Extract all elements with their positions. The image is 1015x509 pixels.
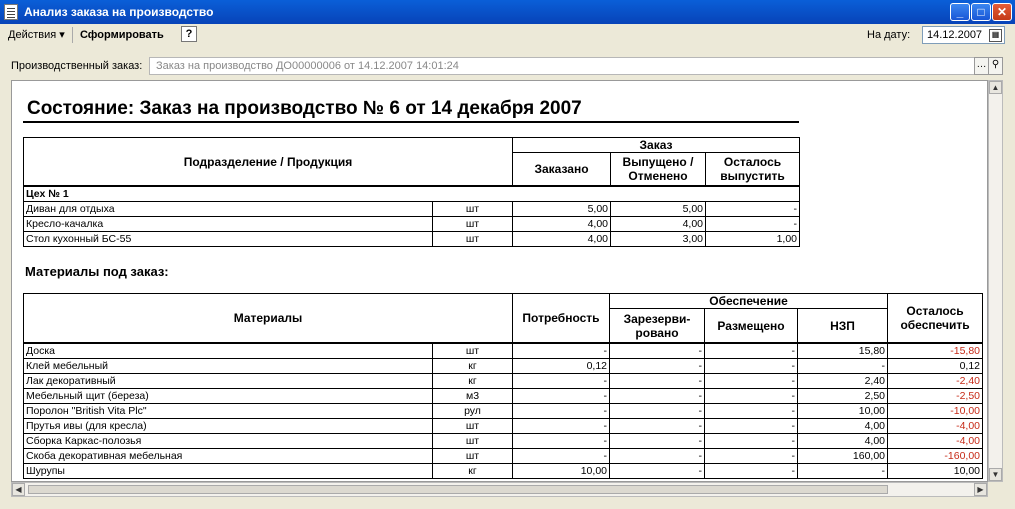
cell-remaining: -4,00 (888, 434, 983, 449)
cell-nzp: 160,00 (798, 449, 888, 464)
cell-need: - (513, 434, 610, 449)
cell-need: - (513, 404, 610, 419)
cell-remaining: -15,80 (888, 343, 983, 359)
scroll-thumb[interactable] (28, 485, 888, 494)
close-button[interactable]: ✕ (992, 3, 1012, 21)
cell-nzp: 2,50 (798, 389, 888, 404)
calendar-icon[interactable]: ▦ (989, 29, 1002, 42)
cell-unit: рул (433, 404, 513, 419)
minimize-button[interactable]: _ (950, 3, 970, 21)
generate-button[interactable]: Сформировать (80, 29, 164, 41)
table-row: Кресло-качалка шт 4,00 4,00 - (24, 217, 800, 232)
actions-menu[interactable]: Действия ▾ (8, 29, 65, 41)
vertical-scrollbar[interactable] (988, 80, 1003, 482)
cell-need: - (513, 389, 610, 404)
cell-nzp: 4,00 (798, 434, 888, 449)
scroll-up-icon[interactable]: ▲ (989, 81, 1002, 94)
scroll-down-icon[interactable]: ▼ (989, 468, 1002, 481)
table-row (24, 449, 983, 464)
cell-remaining: -2,50 (888, 389, 983, 404)
cell-placed: - (705, 434, 798, 449)
maximize-button[interactable]: □ (971, 3, 991, 21)
order-input[interactable] (149, 57, 975, 75)
cell-reserved: - (610, 343, 705, 359)
col-material: Материалы (24, 294, 513, 344)
date-label: На дату: (867, 29, 911, 41)
production-table (23, 137, 800, 247)
table-row (24, 359, 983, 374)
cell-nzp: 15,80 (798, 343, 888, 359)
cell-nzp: - (798, 464, 888, 479)
title-underline (23, 121, 799, 123)
cell-placed: - (705, 464, 798, 479)
cell-unit: кг (433, 359, 513, 374)
materials-title: Материалы под заказ: (25, 264, 169, 279)
date-value: 14.12.2007 (927, 29, 983, 41)
cell-remaining: -2,40 (888, 374, 983, 389)
col-product: Подразделение / Продукция (24, 138, 513, 187)
toolbar-separator (72, 27, 73, 43)
order-value: Заказ на производство ДО00000006 от 14.12.2007 14:01:24 (156, 60, 459, 72)
cell-reserved: - (610, 449, 705, 464)
cell-need: - (513, 343, 610, 359)
cell-remaining: -4,00 (888, 419, 983, 434)
cell-placed: - (705, 343, 798, 359)
col-remaining: Осталось выпустить (706, 153, 800, 187)
cell-unit: шт (433, 419, 513, 434)
dropdown-arrow-icon: ▾ (59, 29, 65, 41)
scroll-right-icon[interactable]: ▶ (974, 483, 987, 496)
col-need: Потребность (513, 294, 610, 344)
select-button[interactable]: … (974, 57, 989, 75)
table-row (24, 434, 983, 449)
cell-remaining: -160,00 (888, 449, 983, 464)
cell-need: - (513, 374, 610, 389)
cell-need: 10,00 (513, 464, 610, 479)
cell-nzp: 10,00 (798, 404, 888, 419)
cell-nzp: 4,00 (798, 419, 888, 434)
cell-reserved: - (610, 434, 705, 449)
table-row: Стол кухонный БС-55 шт 4,00 3,00 1,00 (24, 232, 800, 247)
table-row (24, 419, 983, 434)
cell-reserved: - (610, 404, 705, 419)
cell-unit: кг (433, 374, 513, 389)
table-row (24, 404, 983, 419)
table-row: Диван для отдыха шт 5,00 5,00 - (24, 202, 800, 217)
open-search-icon[interactable]: ⚲ (988, 57, 1003, 75)
cell-name: Клей мебельный (24, 359, 433, 374)
cell-unit: м3 (433, 389, 513, 404)
table-row (24, 374, 983, 389)
cell-placed: - (705, 374, 798, 389)
cell-remaining: 10,00 (888, 464, 983, 479)
cell-unit: кг (433, 464, 513, 479)
cell-unit: шт (433, 434, 513, 449)
col-remaining-supply: Осталось обеспечить (888, 294, 983, 344)
table-row (24, 343, 983, 359)
cell-nzp: - (798, 359, 888, 374)
order-label: Производственный заказ: (11, 60, 143, 72)
col-nzp: НЗП (798, 309, 888, 344)
cell-unit: шт (433, 343, 513, 359)
date-input[interactable] (922, 26, 1005, 44)
report-area (11, 80, 988, 482)
cell-reserved: - (610, 419, 705, 434)
table-row (24, 464, 983, 479)
cell-need: - (513, 449, 610, 464)
cell-name: Лак декоративный (24, 374, 433, 389)
col-reserved: Зарезерви- ровано (610, 309, 705, 344)
cell-name: Поролон "British Vita Plc" (24, 404, 433, 419)
toolbar (0, 24, 1015, 46)
group-row: Цех № 1 (24, 186, 800, 202)
help-button[interactable]: ? (181, 26, 197, 42)
cell-placed: - (705, 389, 798, 404)
col-released: Выпущено / Отменено (611, 153, 706, 187)
cell-remaining: -10,00 (888, 404, 983, 419)
cell-reserved: - (610, 389, 705, 404)
cell-name: Шурупы (24, 464, 433, 479)
cell-need: - (513, 419, 610, 434)
cell-placed: - (705, 404, 798, 419)
cell-reserved: - (610, 374, 705, 389)
cell-nzp: 2,40 (798, 374, 888, 389)
cell-name: Доска (24, 343, 433, 359)
title-bar (0, 0, 1015, 24)
window-title: Анализ заказа на производство (24, 5, 214, 19)
cell-name: Скоба декоративная мебельная (24, 449, 433, 464)
cell-name: Сборка Каркас-полозья (24, 434, 433, 449)
cell-reserved: - (610, 464, 705, 479)
col-supply: Обеспечение (610, 294, 888, 309)
report-title: Состояние: Заказ на производство № 6 от 14 декабря 2007 (27, 98, 582, 119)
col-ordered: Заказано (513, 153, 611, 187)
cell-unit: шт (433, 449, 513, 464)
scroll-left-icon[interactable]: ◀ (12, 483, 25, 496)
cell-placed: - (705, 359, 798, 374)
materials-table (23, 293, 983, 479)
report-icon (4, 4, 18, 20)
table-row (24, 389, 983, 404)
col-order: Заказ (513, 138, 800, 153)
cell-reserved: - (610, 359, 705, 374)
cell-placed: - (705, 419, 798, 434)
cell-name: Прутья ивы (для кресла) (24, 419, 433, 434)
cell-remaining: 0,12 (888, 359, 983, 374)
cell-placed: - (705, 449, 798, 464)
cell-name: Мебельный щит (береза) (24, 389, 433, 404)
horizontal-scrollbar[interactable] (11, 482, 988, 497)
col-placed: Размещено (705, 309, 798, 344)
cell-need: 0,12 (513, 359, 610, 374)
